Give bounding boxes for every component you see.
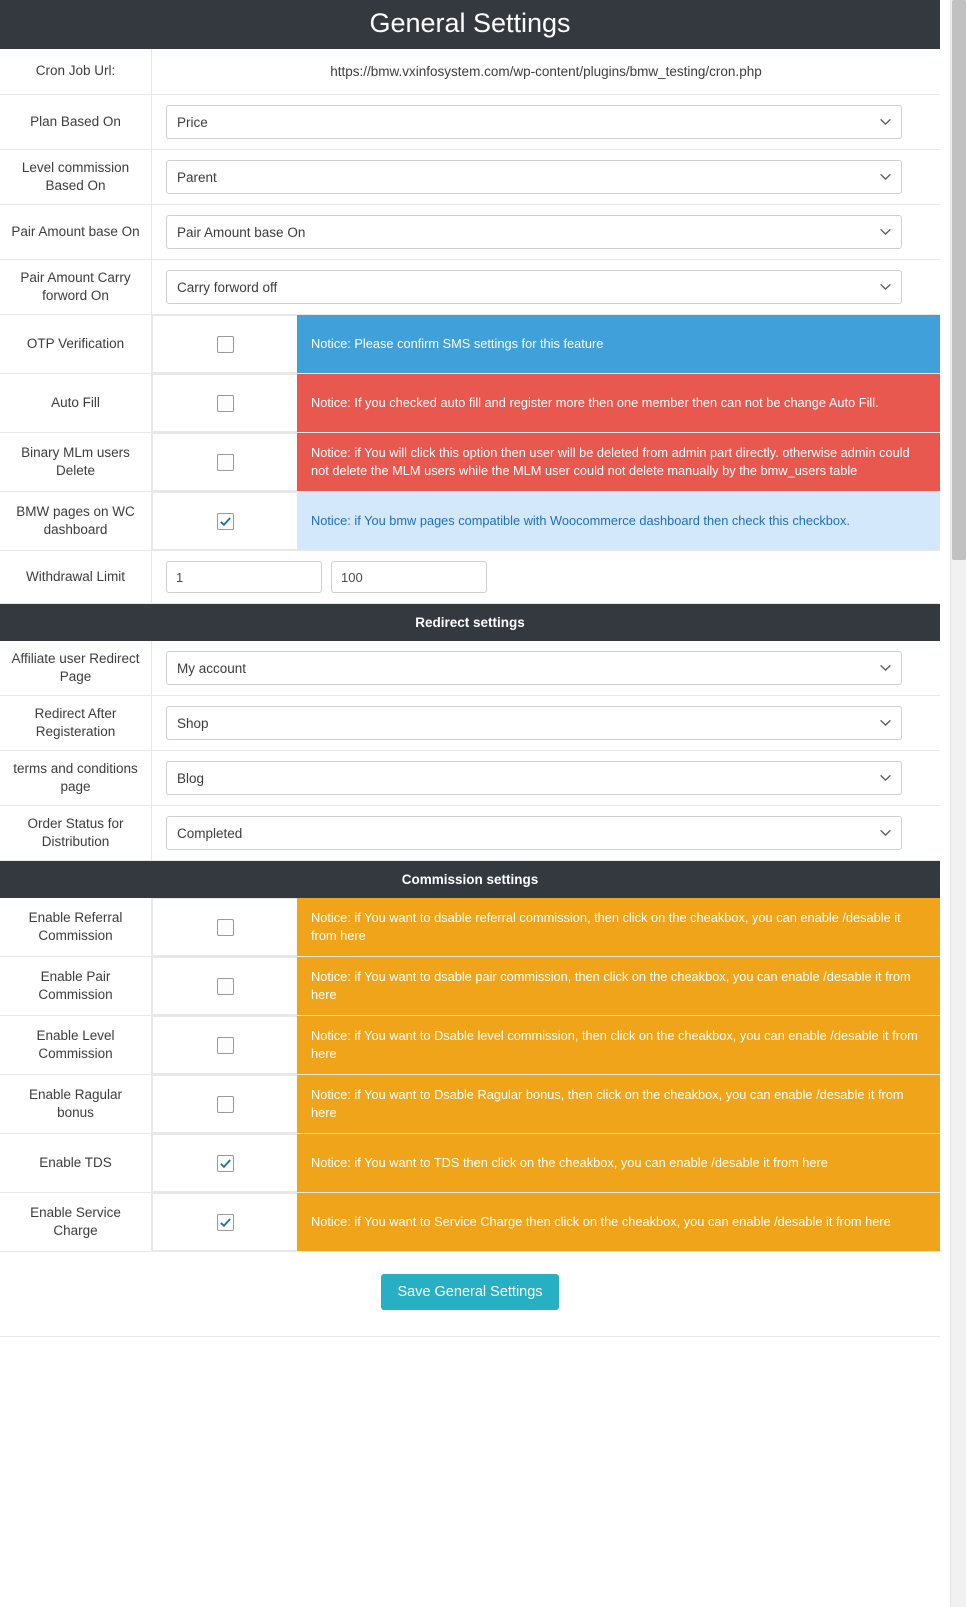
row-enable-pair-commission: [0, 957, 940, 1016]
select-wrap-level-commission-based-on: [166, 160, 902, 194]
cell-level-commission-based-on: [152, 150, 940, 204]
row-enable-referral-commission: [0, 898, 940, 957]
check-icon: [219, 1216, 232, 1229]
checkbox-notice-enable-ragular-bonus: [152, 1075, 940, 1133]
section-title-redirect-settings: Redirect settings: [0, 604, 940, 641]
notice-enable-pair-commission: Notice: if You want to dsable pair commission, then click on the cheakbox, you can enable /desable it from here: [297, 957, 940, 1015]
row-level-commission-based-on: [0, 150, 940, 205]
cell-enable-ragular-bonus: [152, 1075, 940, 1133]
checkbox-notice-enable-pair-commission: [152, 957, 940, 1015]
label-plan-based-on: Plan Based On: [0, 95, 152, 149]
cell-enable-service-charge: [152, 1193, 940, 1251]
cell-plan-based-on: [152, 95, 940, 149]
checkbox-cell-enable-referral-commission: [152, 898, 297, 956]
select-pair-amount-carry-forword-on[interactable]: [166, 270, 902, 304]
label-enable-referral-commission: Enable Referral Commission: [0, 898, 152, 956]
label-cron-job-url: Cron Job Url:: [0, 49, 152, 94]
cell-enable-tds: [152, 1134, 940, 1192]
label-enable-ragular-bonus: Enable Ragular bonus: [0, 1075, 152, 1133]
row-affiliate-user-redirect-page: [0, 641, 940, 696]
notice-enable-level-commission: Notice: if You want to Dsable level commission, then click on the cheakbox, you can enable /desable it from here: [297, 1016, 940, 1074]
row-enable-level-commission: [0, 1016, 940, 1075]
cell-pair-amount-base-on: [152, 205, 940, 259]
withdrawal-limit-min-input[interactable]: [166, 561, 322, 593]
cell-enable-pair-commission: [152, 957, 940, 1015]
select-affiliate-user-redirect-page[interactable]: [166, 651, 902, 685]
check-icon: [219, 515, 232, 528]
cell-withdrawal-limit: [152, 551, 940, 603]
section-title-commission-settings: Commission settings: [0, 861, 940, 898]
label-terms-and-conditions-page: terms and conditions page: [0, 751, 152, 805]
notice-bmw-pages-on-wc-dashboard: Notice: if You bmw pages compatible with Woocommerce dashboard then check this checkbox.: [297, 492, 940, 550]
select-redirect-after-registeration[interactable]: [166, 706, 902, 740]
select-plan-based-on[interactable]: [166, 105, 902, 139]
label-otp-verification: OTP Verification: [0, 315, 152, 373]
select-wrap-order-status-for-distribution: [166, 816, 902, 850]
cell-binary-mlm-users-delete: [152, 433, 940, 491]
checkbox-cell-auto-fill: [152, 374, 297, 432]
cell-affiliate-user-redirect-page: [152, 641, 940, 695]
checkbox-cell-enable-level-commission: [152, 1016, 297, 1074]
checkbox-cell-binary-mlm-users-delete: [152, 433, 297, 491]
withdrawal-limit-inputs: [166, 561, 487, 593]
checkbox-notice-bmw-pages-on-wc-dashboard: [152, 492, 940, 550]
label-redirect-after-registeration: Redirect After Registeration: [0, 696, 152, 750]
withdrawal-limit-max-input[interactable]: [331, 561, 487, 593]
save-general-settings-button[interactable]: Save General Settings: [381, 1274, 558, 1310]
checkbox-notice-enable-tds: [152, 1134, 940, 1192]
checkbox-enable-level-commission[interactable]: [217, 1037, 234, 1054]
row-terms-and-conditions-page: [0, 751, 940, 806]
notice-enable-tds: Notice: if You want to TDS then click on the cheakbox, you can enable /desable it from here: [297, 1134, 940, 1192]
select-wrap-redirect-after-registeration: [166, 706, 902, 740]
notice-enable-ragular-bonus: Notice: if You want to Dsable Ragular bonus, then click on the cheakbox, you can enable /desable it from here: [297, 1075, 940, 1133]
label-affiliate-user-redirect-page: Affiliate user Redirect Page: [0, 641, 152, 695]
label-bmw-pages-on-wc-dashboard: BMW pages on WC dashboard: [0, 492, 152, 550]
checkbox-notice-binary-mlm-users-delete: [152, 433, 940, 491]
value-cron-job-url: https://bmw.vxinfosystem.com/wp-content/plugins/bmw_testing/cron.php: [330, 64, 762, 79]
checkbox-auto-fill[interactable]: [217, 395, 234, 412]
label-enable-tds: Enable TDS: [0, 1134, 152, 1192]
row-enable-ragular-bonus: [0, 1075, 940, 1134]
row-order-status-for-distribution: [0, 806, 940, 861]
label-withdrawal-limit: Withdrawal Limit: [0, 551, 152, 603]
cell-redirect-after-registeration: [152, 696, 940, 750]
label-pair-amount-carry-forword-on: Pair Amount Carry forword On: [0, 260, 152, 314]
row-plan-based-on: [0, 95, 940, 150]
select-level-commission-based-on[interactable]: [166, 160, 902, 194]
checkbox-enable-tds[interactable]: [217, 1155, 234, 1172]
notice-auto-fill: Notice: If you checked auto fill and register more then one member then can not be change Auto Fill.: [297, 374, 940, 432]
footer-actions: [0, 1252, 940, 1337]
row-pair-amount-base-on: [0, 205, 940, 260]
row-enable-tds: [0, 1134, 940, 1193]
page-scrollbar-thumb[interactable]: [952, 0, 966, 560]
label-pair-amount-base-on: Pair Amount base On: [0, 205, 152, 259]
checkbox-binary-mlm-users-delete[interactable]: [217, 454, 234, 471]
select-wrap-terms-and-conditions-page: [166, 761, 902, 795]
cell-order-status-for-distribution: [152, 806, 940, 860]
row-cron-job-url: [0, 49, 940, 95]
row-redirect-after-registeration: [0, 696, 940, 751]
select-wrap-plan-based-on: [166, 105, 902, 139]
row-auto-fill: [0, 374, 940, 433]
cell-otp-verification: [152, 315, 940, 373]
select-pair-amount-base-on[interactable]: [166, 215, 902, 249]
page-title: General Settings: [0, 0, 940, 49]
select-terms-and-conditions-page[interactable]: [166, 761, 902, 795]
check-icon: [219, 1157, 232, 1170]
cell-enable-level-commission: [152, 1016, 940, 1074]
select-wrap-affiliate-user-redirect-page: [166, 651, 902, 685]
label-level-commission-based-on: Level commission Based On: [0, 150, 152, 204]
checkbox-notice-enable-level-commission: [152, 1016, 940, 1074]
label-binary-mlm-users-delete: Binary MLm users Delete: [0, 433, 152, 491]
cell-bmw-pages-on-wc-dashboard: [152, 492, 940, 550]
checkbox-notice-auto-fill: [152, 374, 940, 432]
label-auto-fill: Auto Fill: [0, 374, 152, 432]
notice-otp-verification: Notice: Please confirm SMS settings for this feature: [297, 315, 940, 373]
select-wrap-pair-amount-carry-forword-on: [166, 270, 902, 304]
checkbox-cell-otp-verification: [152, 315, 297, 373]
cell-pair-amount-carry-forword-on: [152, 260, 940, 314]
notice-binary-mlm-users-delete: Notice: if You will click this option then user will be deleted from admin part directly. otherwise admin could not delete the MLM users while the MLM user could not delete manually by the bmw_users table: [297, 433, 940, 491]
page-scrollbar[interactable]: [950, 0, 966, 1607]
select-order-status-for-distribution[interactable]: [166, 816, 902, 850]
notice-enable-referral-commission: Notice: if You want to dsable referral commission, then click on the cheakbox, you can enable /desable it from here: [297, 898, 940, 956]
cell-terms-and-conditions-page: [152, 751, 940, 805]
label-order-status-for-distribution: Order Status for Distribution: [0, 806, 152, 860]
checkbox-enable-pair-commission[interactable]: [217, 978, 234, 995]
label-enable-level-commission: Enable Level Commission: [0, 1016, 152, 1074]
checkbox-cell-enable-service-charge: [152, 1193, 297, 1251]
checkbox-notice-otp-verification: [152, 315, 940, 373]
row-pair-amount-carry-forword-on: [0, 260, 940, 315]
notice-enable-service-charge: Notice: if You want to Service Charge then click on the cheakbox, you can enable /desable it from here: [297, 1193, 940, 1251]
cell-enable-referral-commission: [152, 898, 940, 956]
row-otp-verification: [0, 315, 940, 374]
checkbox-cell-enable-tds: [152, 1134, 297, 1192]
row-withdrawal-limit: [0, 551, 940, 604]
label-enable-pair-commission: Enable Pair Commission: [0, 957, 152, 1015]
row-binary-mlm-users-delete: [0, 433, 940, 492]
checkbox-bmw-pages-on-wc-dashboard[interactable]: [217, 513, 234, 530]
row-enable-service-charge: [0, 1193, 940, 1252]
checkbox-cell-bmw-pages-on-wc-dashboard: [152, 492, 297, 550]
checkbox-enable-service-charge[interactable]: [217, 1214, 234, 1231]
checkbox-cell-enable-pair-commission: [152, 957, 297, 1015]
checkbox-notice-enable-service-charge: [152, 1193, 940, 1251]
select-wrap-pair-amount-base-on: [166, 215, 902, 249]
checkbox-otp-verification[interactable]: [217, 336, 234, 353]
checkbox-cell-enable-ragular-bonus: [152, 1075, 297, 1133]
label-enable-service-charge: Enable Service Charge: [0, 1193, 152, 1251]
checkbox-enable-referral-commission[interactable]: [217, 919, 234, 936]
checkbox-enable-ragular-bonus[interactable]: [217, 1096, 234, 1113]
cell-auto-fill: [152, 374, 940, 432]
row-bmw-pages-on-wc-dashboard: [0, 492, 940, 551]
checkbox-notice-enable-referral-commission: [152, 898, 940, 956]
